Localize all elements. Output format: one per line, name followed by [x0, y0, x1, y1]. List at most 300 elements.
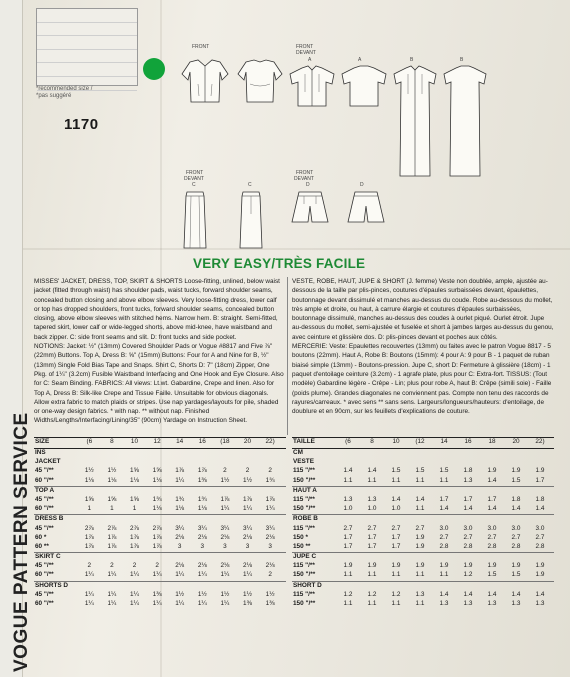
table-section-row: [292, 449, 554, 458]
yardage-cell: 2.7: [463, 533, 473, 541]
yardage-cell: 1.4: [535, 590, 545, 598]
yardage-cell: 1.4: [535, 505, 545, 513]
yardage-cell: 1.1: [439, 571, 449, 579]
table-row: [292, 591, 554, 600]
yardage-cell: 1¾: [197, 495, 207, 503]
yardage-cell: 1¼: [152, 571, 162, 579]
table-header-row: [292, 438, 554, 449]
size-header-cell: 12: [153, 438, 161, 445]
yardage-table-french: [292, 437, 554, 609]
yardage-cell: 2.8: [511, 542, 521, 550]
size-row: [37, 36, 137, 50]
yardage-cell: 1.9: [343, 562, 353, 570]
yardage-cell: 1.1: [391, 600, 401, 607]
yardage-cell: 2: [155, 562, 159, 570]
table-row: [292, 600, 554, 609]
size-header-cell: (6: [345, 438, 351, 445]
column-divider: [287, 277, 288, 435]
yardage-cell: 1.5: [511, 571, 521, 579]
green-sticker-dot: [143, 58, 165, 80]
yardage-cell: 1.8: [535, 495, 545, 503]
size-chart-box: [36, 8, 138, 86]
yardage-cell: 1¼: [220, 505, 230, 513]
recommended-note: *recommended size / *pas suggéré: [36, 86, 93, 99]
table-section-row: [34, 552, 286, 562]
yardage-cell: 1⅛: [175, 505, 185, 513]
yardage-cell: 1⅞: [107, 542, 117, 550]
description-text: MISSES' JACKET, DRESS, TOP, SKIRT & SHORTS Loose-fitting, unlined, below waist jacket (fitted through waist) has shoulder pads, waist tucks, forward shoulder seams, concealed button closing and above elbow sleeves. Very loose-fitting dress, lower calf or top has dropped shoulders, front tucks, forward shoulder seams, concealed button closing, above elbow sleeves with stitched hems. Narrow hem. B: straight. Semi-fitted, tapered skirt, lower calf or wide-legged shorts, above mid-knee, have waistband and back zipper. C: side front seams and slit. D: front tucks and side pocket.: [34, 278, 280, 341]
width-label: 45 "/**: [35, 590, 54, 598]
yardage-cell: 1.9: [535, 562, 545, 570]
yardage-cell: 1¼: [130, 590, 139, 598]
yardage-cell: 1⅛: [84, 476, 94, 484]
yardage-cell: 1.3: [415, 590, 425, 598]
table-section-row: [34, 514, 286, 524]
yardage-cell: 1.2: [343, 590, 353, 598]
yardage-cell: 2: [87, 562, 92, 570]
yardage-cell: 2⅛: [265, 533, 275, 541]
yardage-cell: 1⅛: [197, 505, 207, 513]
section-label: VESTE: [293, 458, 314, 466]
yardage-cell: 1.7: [391, 542, 401, 550]
yardage-cell: 3: [177, 542, 182, 550]
yardage-cell: 3¼: [175, 524, 185, 532]
yardage-cell: 1¼: [107, 600, 117, 607]
yardage-cell: 3: [223, 542, 227, 550]
yardage-cell: 1½: [243, 590, 252, 598]
yardage-cell: 1¼: [220, 600, 230, 607]
yardage-cell: 2⅛: [175, 562, 185, 570]
yardage-cell: 3: [245, 542, 250, 550]
yardage-cell: 1.9: [535, 467, 545, 475]
yardage-cell: 2⅞: [152, 524, 162, 532]
yardage-cell: 1½: [197, 590, 207, 598]
table-section-row: [292, 486, 554, 496]
size-row: [37, 9, 137, 23]
table-section-row: [292, 581, 554, 591]
size-row: [37, 23, 137, 37]
size-row: [37, 63, 137, 77]
yardage-cell: 2.7: [367, 524, 377, 532]
width-label: 60 "/**: [35, 600, 54, 607]
yardage-cell: 1.9: [511, 562, 521, 570]
size-column-header: TAILLE: [293, 438, 315, 445]
width-label: 60 "/**: [35, 505, 54, 513]
size-header-cell: 16: [198, 438, 206, 445]
size-header-cell: 22): [265, 438, 275, 445]
yardage-cell: 2⅛: [220, 562, 230, 570]
yardage-cell: 2.7: [487, 533, 497, 541]
yardage-cell: 1⅞: [130, 542, 139, 550]
table-row: [34, 467, 286, 476]
yardage-cell: 1.4: [439, 505, 449, 513]
sketch-label: FRONT: [296, 44, 314, 50]
yardage-cell: 3¼: [243, 524, 252, 532]
table-row: [34, 591, 286, 600]
yardage-cell: 2: [268, 571, 272, 579]
section-label: ROBE B: [293, 515, 318, 523]
sketch-label: DEVANT: [294, 176, 314, 182]
yardage-cell: 1.1: [343, 571, 353, 579]
size-header-cell: 8: [370, 438, 374, 445]
yardage-cell: 1: [132, 505, 137, 513]
yardage-cell: 1.3: [463, 476, 473, 484]
sketch-label: DEVANT: [296, 50, 316, 56]
table-row: [34, 562, 286, 571]
yardage-cell: 1.7: [343, 542, 353, 550]
yardage-table-english: [34, 437, 286, 609]
section-label: SKIRT C: [35, 553, 61, 561]
yardage-cell: 2.7: [343, 524, 353, 532]
yardage-cell: 1: [110, 505, 114, 513]
section-label: SHORTS D: [35, 581, 69, 589]
size-header-cell: (18: [220, 438, 230, 445]
yardage-cell: 1¼: [84, 571, 94, 579]
yardage-cell: 2.8: [439, 542, 449, 550]
yardage-cell: 1.9: [367, 562, 377, 570]
yardage-cell: 1.4: [463, 505, 473, 513]
size-header-cell: 20: [512, 438, 520, 445]
yardage-cell: 1: [87, 505, 92, 513]
yardage-cell: 1⅛: [152, 476, 162, 484]
width-label: 45 "/**: [35, 562, 54, 570]
yardage-cell: 1¼: [130, 571, 139, 579]
yardage-cell: 1.8: [463, 467, 473, 475]
description-text: VESTE, ROBE, HAUT, JUPE & SHORT (J. femme) Veste non doublée, ample, ajustée au-dessous de la taille par plis-pinces, coutures d'épaules surbaissées devant, épaulettes, boutonnage devant dissimulé et manches au-dessus du coude. Robe au-dessous du mollet, très ample et droite, ou haut, à carrure élargie et coutures d'épaules surbaissées, boutonnage dissimulé, manches au-dessus des coudes à ourlet piqué. Ourlet étroit. Jupe au-dessous du mollet, semi-ajustée et fuselée et short à jambes larges au-dessus du genou, avec ceinture et glissière dos. D: plis-pinces devant et poches aux côtés.: [292, 278, 554, 341]
table-section-row: [292, 552, 554, 562]
yardage-cell: 2: [245, 467, 250, 475]
yardage-cell: 1¼: [175, 571, 185, 579]
yardage-cell: 1.1: [415, 505, 425, 513]
sketch-label: FRONT: [186, 170, 204, 176]
yardage-cell: 3: [200, 542, 205, 550]
yardage-cell: 1.5: [511, 476, 521, 484]
yardage-cell: 2.8: [463, 542, 473, 550]
fold-crease: [0, 248, 570, 250]
yardage-cell: 1.4: [367, 467, 377, 475]
width-label: 115 "/**: [293, 562, 315, 570]
notions-text: NOTIONS: Jacket: ½" (13mm) Covered Shoulder Pads or Vogue #8817 and Five ⅞" (22mm) Buttons. Top A, Dress B: ⅝" (15mm) Buttons: Four for A and Nine for B, ½" (13mm) Single Fold Bias Tape and Snaps. Shirt C, Shorts D: 7" (18cm) Zipper, One Pkg. of 1¼" (3.2cm) Fusible Waistband Interfacing and One Hook and Eye Closure. Also for C: Seam Binding. FABRICS: All views: Lt.wt. Gabardine, Crepe and linen. Also for Top A, Dress B: Silk-like Crepe and Tissue Faille. Unsuitable for obvious diagonals. Allow extra fabric to match plaids or stripes. Use nap yardages/layouts for pile, shaded or one-way design fabrics. * with nap. ** without nap. Finished Widths/Lengths/Interfacing/Lining/35" (90cm) Yardage on Instruction Sheet.: [34, 343, 284, 425]
table-row: [292, 562, 554, 571]
width-label: 60 **: [35, 542, 49, 550]
yardage-cell: 1.1: [343, 476, 353, 484]
yardage-cell: 1.9: [487, 562, 497, 570]
sketch-label: B: [460, 57, 464, 63]
yardage-cell: 1.0: [367, 505, 377, 513]
yardage-cell: 1⅞: [107, 533, 117, 541]
yardage-cell: 1⅛: [107, 476, 117, 484]
size-header-cell: 16: [464, 438, 472, 445]
yardage-cell: 2.7: [439, 533, 449, 541]
section-label: JACKET: [35, 458, 61, 466]
spine-title: VOGUE PATTERN SERVICE: [11, 412, 32, 672]
yardage-cell: 3¼: [197, 524, 207, 532]
yardage-cell: 1⅞: [220, 495, 230, 503]
yardage-cell: 1.3: [511, 600, 521, 607]
yardage-cell: 1.5: [391, 467, 401, 475]
yardage-cell: 1.5: [487, 571, 497, 579]
yardage-cell: 3.0: [439, 524, 449, 532]
yardage-cell: 3.0: [535, 524, 545, 532]
yardage-cell: 1½: [84, 467, 94, 475]
yardage-cell: 1¼: [130, 600, 139, 607]
table-row: [34, 543, 286, 552]
yardage-cell: 1.3: [487, 600, 497, 607]
sketch-label: B: [410, 57, 414, 63]
yardage-cell: 2.7: [391, 524, 401, 532]
size-header-cell: 10: [130, 438, 139, 445]
width-label: 150 "/**: [293, 571, 316, 579]
pattern-number: 1170: [64, 116, 99, 133]
yardage-cell: 1.9: [439, 562, 449, 570]
yardage-cell: 1.4: [415, 495, 425, 503]
yardage-cell: 1⅞: [84, 533, 94, 541]
yardage-cell: 1.3: [463, 600, 473, 607]
yardage-cell: 2⅛: [243, 562, 252, 570]
yardage-cell: 2: [223, 467, 227, 475]
yardage-cell: 1½: [265, 590, 275, 598]
size-header-cell: 10: [392, 438, 400, 445]
sketch-label: C: [192, 182, 196, 188]
yardage-cell: 1.7: [487, 495, 497, 503]
section-label: SHORT D: [293, 581, 322, 589]
width-label: 115 "/**: [293, 524, 315, 532]
yardage-cell: 1⅞: [175, 467, 185, 475]
table-row: [292, 496, 554, 505]
yardage-cell: 1.7: [535, 476, 545, 484]
yardage-cell: 1.3: [343, 495, 353, 503]
table-row: [292, 525, 554, 534]
yardage-cell: 1⅞: [152, 542, 162, 550]
sketch-label: C: [248, 182, 252, 188]
skirt-c-front-sketch: [180, 190, 210, 252]
yardage-cell: 1⅜: [152, 590, 162, 598]
width-label: 115 "/**: [293, 467, 315, 475]
table-section-row: [292, 514, 554, 524]
sketch-label: A: [358, 57, 362, 63]
table-row: [34, 534, 286, 543]
section-label: TOP A: [35, 486, 55, 494]
yardage-cell: 1⅞: [130, 533, 139, 541]
yardage-cell: 1.3: [439, 600, 449, 607]
yardage-cell: 1⅝: [130, 467, 139, 475]
size-column-header: SIZE: [35, 438, 50, 445]
yardage-cell: 1½: [220, 476, 230, 484]
yardage-cell: 2: [132, 562, 137, 570]
yardage-cell: 1.7: [367, 542, 377, 550]
yardage-cell: 1¼: [175, 476, 185, 484]
table-section-row: [34, 458, 286, 467]
yardage-cell: 1⅝: [84, 495, 94, 503]
yardage-cell: 2⅛: [243, 533, 252, 541]
table-row: [34, 571, 286, 580]
yardage-cell: 1.9: [415, 533, 425, 541]
yardage-cell: 1⅞: [84, 542, 94, 550]
yardage-cell: 1.1: [415, 571, 425, 579]
width-label: 45 "/**: [35, 524, 54, 532]
yardage-cell: 1⅝: [130, 495, 139, 503]
yardage-cell: 1.7: [439, 495, 449, 503]
description-english: [34, 277, 284, 426]
yardage-cell: 1¾: [175, 495, 185, 503]
section-label: HAUT A: [293, 486, 317, 494]
table-row: [34, 505, 286, 514]
yardage-cell: 1¼: [107, 571, 117, 579]
size-header-cell: 14: [176, 438, 184, 445]
width-label: 45 "/**: [35, 467, 54, 475]
width-label: 60 "/**: [35, 476, 54, 484]
yardage-cell: 1¼: [152, 600, 162, 607]
yardage-cell: 1.4: [391, 495, 401, 503]
width-label: 45 "/**: [35, 495, 54, 503]
table-row: [292, 505, 554, 514]
width-label: 60 "/**: [35, 571, 54, 579]
yardage-cell: 1.9: [415, 542, 425, 550]
yardage-cell: 1.8: [511, 495, 521, 503]
table-row: [34, 477, 286, 486]
yardage-cell: 2⅛: [265, 562, 275, 570]
yardage-cell: 1⅜: [243, 600, 252, 607]
table-row: [292, 477, 554, 486]
yardage-cell: 1⅞: [152, 533, 162, 541]
spine: [0, 0, 32, 677]
sketch-label: D: [360, 182, 364, 188]
yardage-cell: 1.1: [415, 476, 425, 484]
yardage-cell: 3¼: [265, 524, 275, 532]
yardage-cell: 2⅛: [175, 533, 185, 541]
yardage-cell: 2.8: [487, 542, 497, 550]
section-label: JUPE C: [293, 553, 317, 561]
yardage-cell: 1.7: [343, 533, 353, 541]
yardage-cell: 1.1: [367, 476, 377, 484]
yardage-cell: 3.0: [463, 524, 473, 532]
table-section-row: [34, 486, 286, 496]
difficulty-headline: VERY EASY/TRÈS FACILE: [193, 256, 366, 271]
yardage-cell: 1⅛: [130, 476, 139, 484]
width-label: 150 *: [293, 533, 308, 541]
yardage-cell: 3: [268, 542, 272, 550]
section-label: DRESS B: [35, 515, 64, 523]
yardage-cell: 1¼: [265, 505, 275, 513]
size-header-cell: (6: [86, 438, 93, 445]
yardage-cell: 1½: [243, 476, 252, 484]
yardage-cell: 1.2: [463, 571, 473, 579]
table-header-row: [34, 438, 286, 449]
size-header-cell: 8: [110, 438, 114, 445]
yardage-cell: 1¼: [84, 600, 94, 607]
size-header-cell: 22): [535, 438, 545, 445]
yardage-cell: 1¼: [175, 600, 185, 607]
yardage-cell: 2⅞: [84, 524, 94, 532]
yardage-cell: 1.9: [463, 562, 473, 570]
jacket-front-sketch: [178, 58, 232, 110]
dress-b-front-sketch: [392, 64, 438, 184]
table-row: [34, 496, 286, 505]
yardage-cell: 1¼: [197, 571, 207, 579]
yardage-cell: 1.4: [511, 505, 521, 513]
yardage-cell: 1.1: [367, 571, 377, 579]
yardage-cell: 1.1: [343, 600, 353, 607]
yardage-cell: 2⅛: [220, 533, 230, 541]
yardage-cell: 1.2: [367, 590, 377, 598]
yardage-cell: 1.9: [391, 562, 401, 570]
yardage-cell: 1.7: [463, 495, 473, 503]
yardage-cell: 1¼: [220, 571, 230, 579]
size-header-cell: 14: [440, 438, 448, 445]
width-label: 150 "/**: [293, 600, 316, 607]
yardage-cell: 1.0: [391, 505, 401, 513]
table-row: [292, 534, 554, 543]
yardage-cell: 1.4: [487, 505, 497, 513]
yardage-cell: 1⅝: [107, 495, 117, 503]
sketch-label: A: [308, 57, 312, 63]
yardage-cell: 1¼: [243, 505, 252, 513]
yardage-cell: 1.1: [415, 600, 425, 607]
table-row: [34, 525, 286, 534]
yardage-cell: 1.4: [439, 590, 449, 598]
yardage-cell: 1.1: [391, 476, 401, 484]
yardage-cell: 1.0: [343, 505, 353, 513]
width-label: 115 "/**: [293, 590, 315, 598]
table-row: [292, 543, 554, 552]
shorts-d-front-sketch: [290, 190, 330, 226]
skirt-c-back-sketch: [236, 190, 266, 252]
yardage-cell: 1⅞: [243, 495, 252, 503]
shorts-d-back-sketch: [346, 190, 386, 226]
yardage-cell: 1¼: [243, 571, 252, 579]
yardage-cell: 1.9: [487, 467, 497, 475]
yardage-cell: 1½: [220, 590, 230, 598]
yardage-cell: 1.2: [391, 590, 401, 598]
size-header-cell: 18: [488, 438, 496, 445]
yardage-cell: 2: [268, 467, 272, 475]
yardage-cell: 2: [110, 562, 114, 570]
yardage-cell: 1.1: [367, 600, 377, 607]
yardage-cell: 2.7: [415, 524, 425, 532]
notions-text: MERCERIE: Veste: Epaulettes recouvertes (13mm) ou faites avec le patron Vogue 8817 - 5 boutons (22mm). Haut A, Robe B: Boutons (15mm): 4 pour A: 9 pour B - 1 paquet de ruban biaisé simple (13mm) - Boutons-pression. Jupe C, short D: Fermeture à glissière (18cm) - 1 paquet d'entoilage ceinture (3.2cm) - 1 agrafe plate, plus pour C: Extra-fort. TISSUS: (Tout modèle) Gabardine légère - Crêpe - Lin; plus pour robe A, haut B: Crêpe (simili soie) - Faille (poids plume). Grandes diagonales ne conviennent pas. Compte non tenu des raccords de rayures/carreaux. * avec sens ** sans sens. Largeurs/longueurs/hauteurs: d'entoilage, de doublure et en 90cm, sur les feuillets d'explications de couture.: [292, 343, 552, 416]
section-label: CM: [293, 449, 303, 456]
table-section-row: [292, 458, 554, 467]
size-header-cell: (12: [415, 438, 425, 445]
jacket-back-sketch: [234, 58, 286, 110]
yardage-cell: 1.4: [511, 590, 521, 598]
yardage-cell: 1.7: [367, 533, 377, 541]
top-a-front-sketch: [288, 64, 336, 110]
yardage-cell: 1⅛: [152, 505, 162, 513]
yardage-cell: 1.9: [415, 562, 425, 570]
sketch-label: D: [306, 182, 310, 188]
yardage-cell: 1.1: [439, 476, 449, 484]
table-row: [292, 571, 554, 580]
yardage-cell: 1.1: [391, 571, 401, 579]
width-label: 150 **: [293, 542, 311, 550]
yardage-cell: 1⅜: [265, 600, 275, 607]
yardage-cell: 1.4: [463, 590, 473, 598]
yardage-cell: 2⅞: [107, 524, 117, 532]
yardage-cell: 1½: [107, 467, 117, 475]
yardage-cell: 3.0: [487, 524, 497, 532]
yardage-cell: 1⅜: [197, 476, 207, 484]
width-label: 150 "/**: [293, 505, 316, 513]
yardage-cell: 1⅞: [197, 467, 207, 475]
sketch-label: DEVANT: [184, 176, 204, 182]
yardage-cell: 1.3: [535, 600, 545, 607]
table-row: [292, 467, 554, 476]
size-header-cell: 20: [243, 438, 252, 445]
table-section-row: [34, 449, 286, 458]
yardage-cell: 2⅛: [197, 533, 207, 541]
description-french: [292, 277, 554, 416]
